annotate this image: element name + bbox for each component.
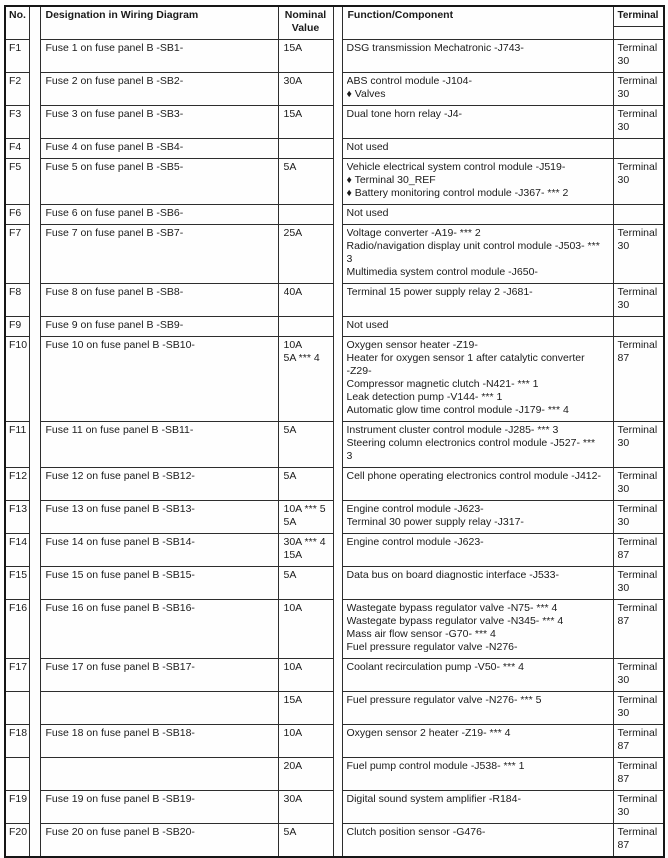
designation-cell: Fuse 12 on fuse panel B -SB12- [40, 468, 278, 501]
text-line: Steering column electronics control module -J527- *** [346, 437, 596, 449]
text-line: 10A [283, 727, 303, 739]
text-line: 10A [283, 661, 303, 673]
text-line: Not used [346, 207, 389, 219]
fuse-number-cell: F16 [5, 600, 29, 659]
text-line: Dual tone horn relay -J4- [346, 108, 463, 120]
text-line: Fuel pump control module -J538- *** 1 [346, 760, 525, 772]
function-component-cell [342, 600, 613, 659]
nominal-value-cell [278, 501, 333, 534]
table-row [5, 468, 664, 501]
fuse-number-cell: F10 [5, 337, 29, 422]
terminal-cell: Terminal 30 [613, 501, 664, 534]
table-row [5, 725, 664, 758]
function-component-cell [342, 225, 613, 284]
text-line: Wastegate bypass regulator valve -N75- *** 4 [346, 602, 558, 614]
spacer-cell [333, 600, 342, 659]
spacer-cell [29, 422, 40, 468]
spacer-cell [29, 567, 40, 600]
table-row [5, 501, 664, 534]
text-line: Not used [346, 141, 389, 153]
text-line: Cell phone operating electronics control module -J412- [346, 470, 601, 482]
designation-cell: Fuse 5 on fuse panel B -SB5- [40, 159, 278, 205]
text-line: Vehicle electrical system control module -J519- [346, 161, 566, 173]
fuse-table-body [5, 40, 664, 858]
table-row [5, 567, 664, 600]
table-row [5, 73, 664, 106]
text-line: ♦ Terminal 30_REF [346, 174, 436, 186]
spacer-cell [29, 73, 40, 106]
terminal-cell: Terminal 30 [613, 159, 664, 205]
fuse-number-cell: F7 [5, 225, 29, 284]
designation-cell: Fuse 4 on fuse panel B -SB4- [40, 139, 278, 159]
designation-cell: Fuse 11 on fuse panel B -SB11- [40, 422, 278, 468]
spacer-cell [29, 534, 40, 567]
spacer-cell [29, 225, 40, 284]
text-line: Clutch position sensor -G476- [346, 826, 486, 838]
terminal-cell [613, 205, 664, 225]
nominal-value-cell [278, 139, 333, 159]
spacer-cell [333, 337, 342, 422]
text-line: 25A [283, 227, 303, 239]
fuse-assignment-table [4, 5, 665, 858]
spacer-cell [29, 40, 40, 73]
fuse-number-cell: F6 [5, 205, 29, 225]
text-line: DSG transmission Mechatronic -J743- [346, 42, 524, 54]
text-line: Oxygen sensor 2 heater -Z19- *** 4 [346, 727, 511, 739]
text-line: Wastegate bypass regulator valve -N345- *** 4 [346, 615, 564, 627]
spacer-cell [333, 139, 342, 159]
fuse-number-cell: F8 [5, 284, 29, 317]
nominal-value-cell [278, 600, 333, 659]
designation-cell: Fuse 7 on fuse panel B -SB7- [40, 225, 278, 284]
function-component-cell [342, 534, 613, 567]
terminal-cell: Terminal 30 [613, 791, 664, 824]
table-row [5, 225, 664, 284]
spacer-cell [29, 758, 40, 791]
spacer-cell [29, 725, 40, 758]
text-line: 10A *** 5 [283, 503, 326, 515]
fuse-number-cell: F14 [5, 534, 29, 567]
fuse-number-cell: F9 [5, 317, 29, 337]
designation-cell: Fuse 14 on fuse panel B -SB14- [40, 534, 278, 567]
fuse-number-cell: F19 [5, 791, 29, 824]
table-row [5, 791, 664, 824]
fuse-number-cell [5, 692, 29, 725]
text-line: Fuel pressure regulator valve -N276- *** 5 [346, 694, 542, 706]
designation-cell [40, 758, 278, 791]
header-no: No. [5, 6, 29, 40]
text-line: 40A [283, 286, 303, 298]
designation-cell: Fuse 8 on fuse panel B -SB8- [40, 284, 278, 317]
fuse-number-cell: F11 [5, 422, 29, 468]
spacer-cell [333, 791, 342, 824]
terminal-cell: Terminal 87 [613, 758, 664, 791]
text-line: 5A [283, 161, 297, 173]
spacer-cell [29, 791, 40, 824]
fuse-number-cell: F1 [5, 40, 29, 73]
fuse-number-cell: F20 [5, 824, 29, 858]
header-function-component: Function/Component [342, 6, 613, 40]
spacer-cell [29, 139, 40, 159]
function-component-cell [342, 205, 613, 225]
text-line: Heater for oxygen sensor 1 after catalytic converter [346, 352, 585, 364]
text-line: Compressor magnetic clutch -N421- *** 1 [346, 378, 539, 390]
designation-cell: Fuse 6 on fuse panel B -SB6- [40, 205, 278, 225]
text-line: ♦ Valves [346, 88, 386, 100]
function-component-cell [342, 468, 613, 501]
text-line: Not used [346, 319, 389, 331]
spacer-cell [29, 600, 40, 659]
text-line: Leak detection pump -V144- *** 1 [346, 391, 503, 403]
nominal-value-cell [278, 106, 333, 139]
text-line: Terminal 30 power supply relay -J317- [346, 516, 524, 528]
nominal-value-cell [278, 468, 333, 501]
spacer-cell [29, 205, 40, 225]
text-line: Coolant recirculation pump -V50- *** 4 [346, 661, 524, 673]
function-component-cell [342, 317, 613, 337]
text-line: Multimedia system control module -J650- [346, 266, 538, 278]
designation-cell: Fuse 3 on fuse panel B -SB3- [40, 106, 278, 139]
terminal-cell: Terminal 30 [613, 284, 664, 317]
text-line: 30A [283, 793, 303, 805]
text-line: 15A [283, 42, 303, 54]
terminal-cell: Terminal 87 [613, 337, 664, 422]
text-line: ♦ Battery monitoring control module -J367- *** 2 [346, 187, 569, 199]
spacer-cell [29, 317, 40, 337]
designation-cell: Fuse 16 on fuse panel B -SB16- [40, 600, 278, 659]
designation-cell: Fuse 20 on fuse panel B -SB20- [40, 824, 278, 858]
nominal-value-cell [278, 791, 333, 824]
text-line: Data bus on board diagnostic interface -J533- [346, 569, 559, 581]
function-component-cell [342, 758, 613, 791]
spacer-column [29, 6, 40, 40]
text-line: 10A [283, 602, 303, 614]
spacer-cell [333, 225, 342, 284]
spacer-cell [333, 534, 342, 567]
spacer-cell [333, 73, 342, 106]
function-component-cell [342, 40, 613, 73]
function-component-cell [342, 159, 613, 205]
text-line: Fuel pressure regulator valve -N276- [346, 641, 518, 653]
table-row [5, 159, 664, 205]
table-row [5, 205, 664, 225]
terminal-cell: Terminal 30 [613, 40, 664, 73]
table-row [5, 422, 664, 468]
designation-cell: Fuse 17 on fuse panel B -SB17- [40, 659, 278, 692]
text-line: Terminal 15 power supply relay 2 -J681- [346, 286, 533, 298]
spacer-cell [29, 468, 40, 501]
nominal-value-cell [278, 692, 333, 725]
table-row [5, 758, 664, 791]
text-line: 15A [283, 694, 303, 706]
spacer-cell [29, 659, 40, 692]
header-row [5, 6, 664, 40]
spacer-cell [29, 159, 40, 205]
nominal-value-cell [278, 317, 333, 337]
spacer-cell [333, 725, 342, 758]
text-line: 5A *** 4 [283, 352, 320, 364]
designation-cell [40, 692, 278, 725]
text-line: Mass air flow sensor -G70- *** 4 [346, 628, 496, 640]
function-component-cell [342, 73, 613, 106]
function-component-cell [342, 284, 613, 317]
terminal-header-box: Terminal [614, 7, 664, 27]
spacer-cell [333, 317, 342, 337]
text-line: ABS control module -J104- [346, 75, 472, 87]
terminal-cell: Terminal 30 [613, 659, 664, 692]
function-component-cell [342, 501, 613, 534]
fuse-number-cell: F15 [5, 567, 29, 600]
designation-cell: Fuse 2 on fuse panel B -SB2- [40, 73, 278, 106]
nominal-value-cell [278, 73, 333, 106]
spacer-cell [333, 106, 342, 139]
table-row [5, 106, 664, 139]
terminal-cell [613, 317, 664, 337]
spacer-cell [333, 422, 342, 468]
function-component-cell [342, 139, 613, 159]
nominal-value-cell [278, 225, 333, 284]
header-designation: Designation in Wiring Diagram [40, 6, 278, 40]
text-line: Radio/navigation display unit control module -J503- *** [346, 240, 600, 252]
spacer-cell [333, 659, 342, 692]
terminal-cell [613, 139, 664, 159]
spacer-cell [333, 692, 342, 725]
spacer-column [333, 6, 342, 40]
nominal-value-cell [278, 534, 333, 567]
terminal-cell: Terminal 87 [613, 824, 664, 858]
nominal-value-cell [278, 337, 333, 422]
text-line: 5A [283, 470, 297, 482]
text-line: Oxygen sensor heater -Z19- [346, 339, 478, 351]
spacer-cell [29, 106, 40, 139]
table-row [5, 659, 664, 692]
spacer-cell [333, 468, 342, 501]
fuse-number-cell: F13 [5, 501, 29, 534]
text-line: 5A [283, 826, 297, 838]
spacer-cell [333, 205, 342, 225]
function-component-cell [342, 422, 613, 468]
nominal-value-cell [278, 567, 333, 600]
function-component-cell [342, 106, 613, 139]
fuse-number-cell [5, 758, 29, 791]
terminal-cell: Terminal 30 [613, 422, 664, 468]
terminal-cell: Terminal 87 [613, 600, 664, 659]
text-line: 10A [283, 339, 303, 351]
fuse-number-cell: F2 [5, 73, 29, 106]
terminal-cell: Terminal 30 [613, 567, 664, 600]
spacer-cell [29, 692, 40, 725]
fuse-number-cell: F3 [5, 106, 29, 139]
table-row [5, 139, 664, 159]
function-component-cell [342, 337, 613, 422]
designation-cell: Fuse 18 on fuse panel B -SB18- [40, 725, 278, 758]
function-component-cell [342, 725, 613, 758]
terminal-cell: Terminal 30 [613, 106, 664, 139]
fuse-number-cell: F17 [5, 659, 29, 692]
designation-cell: Fuse 10 on fuse panel B -SB10- [40, 337, 278, 422]
nominal-value-cell [278, 659, 333, 692]
terminal-cell: Terminal 87 [613, 725, 664, 758]
text-line: 20A [283, 760, 303, 772]
table-row [5, 692, 664, 725]
spacer-cell [333, 501, 342, 534]
terminal-cell: Terminal 87 [613, 534, 664, 567]
header-nominal-value: Nominal Value [278, 6, 333, 40]
spacer-cell [333, 40, 342, 73]
table-row [5, 40, 664, 73]
nominal-value-cell [278, 422, 333, 468]
designation-cell: Fuse 13 on fuse panel B -SB13- [40, 501, 278, 534]
table-row [5, 337, 664, 422]
text-line: Automatic glow time control module -J179- *** 4 [346, 404, 569, 416]
text-line: 30A [283, 75, 303, 87]
designation-cell: Fuse 15 on fuse panel B -SB15- [40, 567, 278, 600]
designation-cell: Fuse 19 on fuse panel B -SB19- [40, 791, 278, 824]
spacer-cell [333, 284, 342, 317]
terminal-cell: Terminal 30 [613, 73, 664, 106]
table-row [5, 534, 664, 567]
fuse-number-cell: F18 [5, 725, 29, 758]
designation-cell: Fuse 9 on fuse panel B -SB9- [40, 317, 278, 337]
spacer-cell [29, 337, 40, 422]
fuse-number-cell: F5 [5, 159, 29, 205]
text-line: Engine control module -J623- [346, 536, 484, 548]
nominal-value-cell [278, 725, 333, 758]
text-line: Instrument cluster control module -J285- *** 3 [346, 424, 559, 436]
terminal-cell: Terminal 30 [613, 468, 664, 501]
text-line: Engine control module -J623- [346, 503, 484, 515]
spacer-cell [333, 567, 342, 600]
function-component-cell [342, 659, 613, 692]
fuse-number-cell: F12 [5, 468, 29, 501]
terminal-cell: Terminal 30 [613, 692, 664, 725]
nominal-value-cell [278, 758, 333, 791]
function-component-cell [342, 567, 613, 600]
spacer-cell [29, 501, 40, 534]
text-line: 3 [346, 450, 353, 462]
text-line: 5A [283, 516, 297, 528]
spacer-cell [333, 159, 342, 205]
text-line: -Z29- [346, 365, 372, 377]
designation-cell: Fuse 1 on fuse panel B -SB1- [40, 40, 278, 73]
table-row [5, 317, 664, 337]
spacer-cell [29, 284, 40, 317]
nominal-value-cell [278, 40, 333, 73]
function-component-cell [342, 791, 613, 824]
table-row [5, 284, 664, 317]
text-line: 5A [283, 424, 297, 436]
text-line: Digital sound system amplifier -R184- [346, 793, 521, 805]
text-line: 3 [346, 253, 353, 265]
fuse-number-cell: F4 [5, 139, 29, 159]
nominal-value-cell [278, 284, 333, 317]
spacer-cell [333, 758, 342, 791]
text-line: 15A [283, 549, 303, 561]
nominal-value-cell [278, 159, 333, 205]
text-line: 5A [283, 569, 297, 581]
nominal-value-cell [278, 205, 333, 225]
text-line: 15A [283, 108, 303, 120]
text-line: 30A *** 4 [283, 536, 326, 548]
text-line: Voltage converter -A19- *** 2 [346, 227, 481, 239]
function-component-cell [342, 692, 613, 725]
terminal-cell: Terminal 30 [613, 225, 664, 284]
header-terminal [613, 6, 664, 40]
table-row [5, 600, 664, 659]
